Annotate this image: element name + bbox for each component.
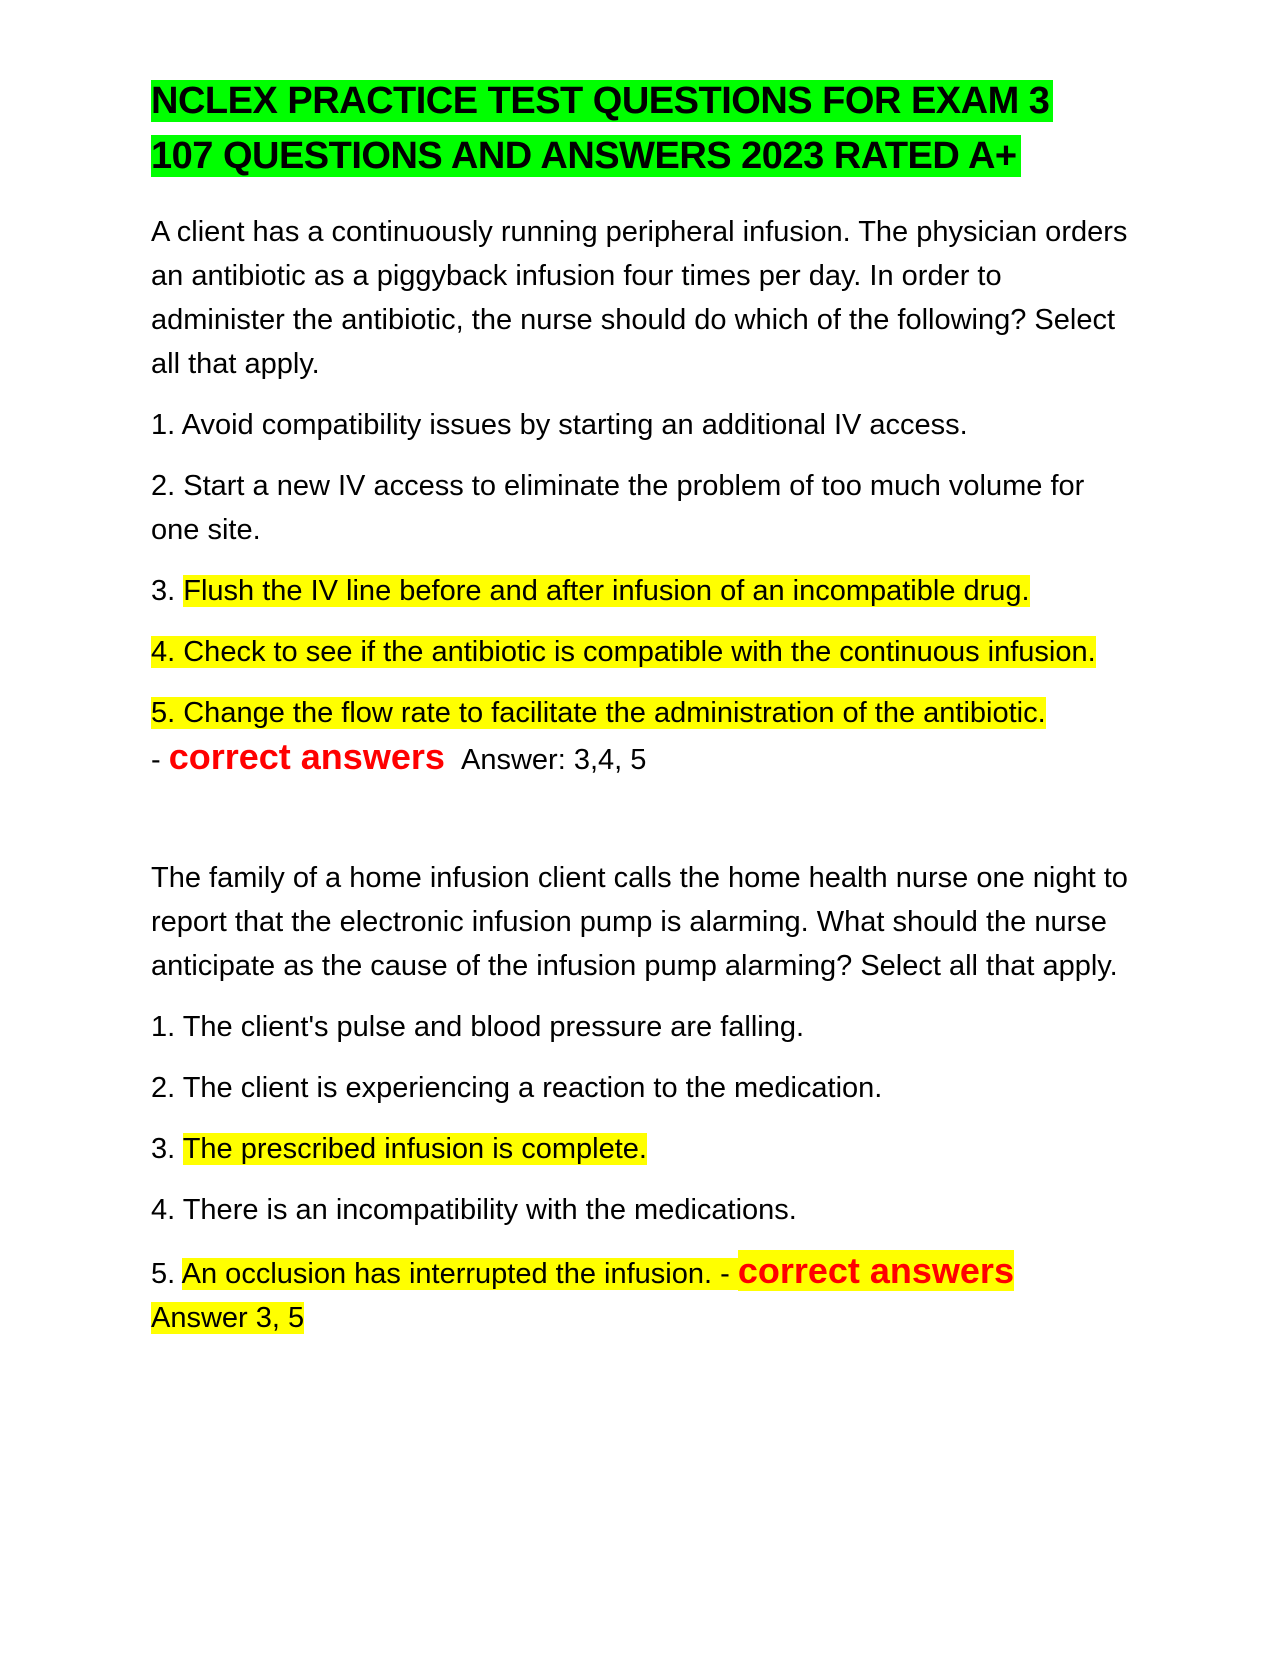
question-2-option-5 <box>151 1249 1131 1340</box>
option-5-text: 5. Change the flow rate to facilitate the administration of the antibiotic. <box>151 697 1046 729</box>
option-3-number: 3. <box>151 575 184 607</box>
correct-answers-label: correct answers <box>737 1250 1014 1291</box>
option-3-text: Flush the IV line before and after infusion of an incompatible drug. <box>183 575 1030 607</box>
option-3-number: 3. <box>151 1133 183 1165</box>
question-1-option-2: 2. Start a new IV access to eliminate the problem of too much volume for one site. <box>151 470 1085 546</box>
answer-dash: - <box>151 744 169 776</box>
document-page <box>151 74 1131 1357</box>
title-line-2: 107 QUESTIONS AND ANSWERS 2023 RATED A+ <box>151 135 1021 177</box>
option-3-text: The prescribed infusion is complete. <box>182 1133 647 1165</box>
answer-value: Answer 3, 5 <box>151 1302 305 1334</box>
question-2-option-4: 4. There is an incompatibility with the medications. <box>151 1194 797 1226</box>
question-2-stem: The family of a home infusion client calls the home health nurse one night to report that the electronic infusion pump is alarming. What should the nurse anticipate as the cause of the infusion pump alarming? Select all that apply. <box>151 862 1128 982</box>
option-5-number: 5. <box>151 1258 182 1290</box>
option-5-text: An occlusion has interrupted the infusion. - <box>181 1258 738 1290</box>
question-1-answer <box>151 735 1131 782</box>
title-line-1: NCLEX PRACTICE TEST QUESTIONS FOR EXAM 3 <box>151 80 1053 122</box>
question-1-option-1: 1. Avoid compatibility issues by starting an additional IV access. <box>151 409 968 441</box>
document-title <box>151 74 1131 184</box>
question-1 <box>151 210 1131 782</box>
question-1-option-3 <box>151 569 1131 613</box>
option-4-text: 4. Check to see if the antibiotic is compatible with the continuous infusion. <box>151 636 1096 668</box>
question-2-option-2: 2. The client is experiencing a reaction to the medication. <box>151 1072 883 1104</box>
question-2-option-3 <box>151 1127 1131 1171</box>
question-1-stem: A client has a continuously running peripheral infusion. The physician orders an antibiotic as a piggyback infusion four times per day. In order to administer the antibiotic, the nurse should do which of the following? Select all that apply. <box>151 216 1128 380</box>
question-separator <box>151 782 1131 856</box>
question-2-option-1: 1. The client's pulse and blood pressure are falling. <box>151 1011 805 1043</box>
question-2 <box>151 856 1131 1340</box>
question-1-option-5 <box>151 691 1131 735</box>
answer-value: Answer: 3,4, 5 <box>461 744 647 776</box>
correct-answers-label: correct answers <box>168 736 445 777</box>
question-1-option-4 <box>151 630 1131 674</box>
